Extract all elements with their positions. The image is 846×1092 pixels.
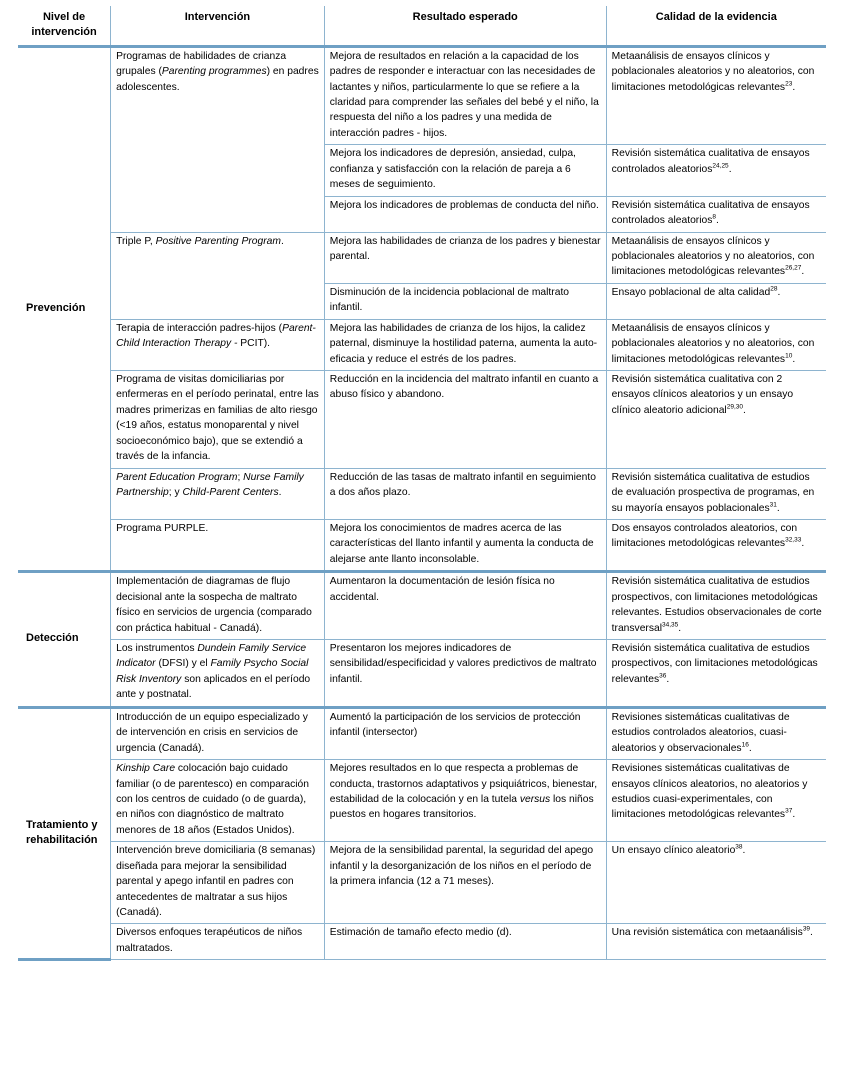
cell-text: Mejora de resultados en relación a la capacidad de los padres de responder e interactuar con las necesidades de lactantes y niños, particularmente lo que se refiere a la claridad para comprender las señales del bebé y el niño, la respuesta del niño a los padres y una medida de interacción padres - hijos. [329,50,599,139]
result-cell [324,924,606,960]
intervention-cell [111,468,325,519]
cell-text: Introducción de un equipo especializado y de intervención en crisis en servicios de urgencia (Canadá). [116,711,308,754]
evidence-end: . [792,809,796,821]
header-result: Resultado esperado [324,6,606,46]
evidence-text: Un ensayo clínico aleatorio [611,845,736,857]
evidence-text: Una revisión sistemática con metaanálisis [611,927,803,939]
evidence-cell [606,145,826,196]
cell-text: colocación bajo cuidado familiar (o de parentesco) en comparación con los centros de cuidado (o de guarda), en niños con diagnóstico de maltrato menores de 18 años (Estados Unidos). [116,763,309,836]
evidence-end: . [742,845,746,857]
table-row [18,760,826,842]
header-level: Nivel de intervención [18,6,111,46]
intervention-cell [111,572,325,640]
cell-text: ; [237,471,244,483]
italic-text: Parenting programmes [161,66,267,78]
result-cell [324,145,606,196]
header-intervention: Intervención [111,6,325,46]
table-body [18,46,826,960]
result-cell [324,283,606,319]
cell-text: Los instrumentos [116,643,198,654]
cell-text: Mejores resultados en lo que respecta a problemas de conducta, trastornos adaptativos y psiquiátricos, bienestar, estabilidad de la colocación y en la tutela [329,763,598,805]
cell-text: Mejora los indicadores de depresión, ansiedad, culpa, confianza y satisfacción con la relación de pareja a 6 meses de seguimiento. [329,148,576,191]
result-cell [324,319,606,370]
evidence-text: Revisiones sistemáticas cualitativas de ensayos clínicos aleatorios, no aleatorios y estudios cuasi-experimentales, con limitaciones metodológicas relevantes [611,763,808,821]
cell-text: Programa de visitas domiciliarias por enfermeras en el período perinatal, entre las madres primerizas en familias de alto riesgo (<19 años, estatus monoparental y nivel socioeconómico bajo), que se extendió a través de la infancia. [116,374,319,463]
evidence-text: Metaanálisis de ensayos clínicos y poblacionales aleatorios y no aleatorios, con limitaciones metodológicas relevantes [611,50,815,93]
evidence-end: . [792,81,796,93]
evidence-cell [606,760,826,842]
cell-text: Estimación de tamaño efecto medio (d). [329,927,512,939]
evidence-end: . [777,286,781,298]
intervention-cell [111,760,325,842]
table-row [18,232,826,283]
result-cell [324,196,606,232]
intervention-cell [111,371,325,469]
evidence-end: . [743,404,746,416]
table-row [18,371,826,469]
citation-superscript: 29,30 [726,403,743,411]
cell-text: Intervención breve domiciliaria (8 semanas) diseñada para mejorar la sensibilidad parental y apego infantil en padres con antecedentes de maltratar a sus hijos (Canadá). [116,845,316,918]
evidence-end: . [792,353,796,365]
cell-text: ; y [168,487,183,499]
intervention-cell [111,707,325,759]
evidence-cell [606,707,826,759]
header-evidence: Calidad de la evidencia [606,6,826,46]
cell-text: . [278,487,282,499]
citation-superscript: 38 [735,843,743,851]
citation-superscript: 36 [659,672,667,680]
header-row [18,6,826,46]
evidence-end: . [776,502,780,514]
citation-superscript: 32,33 [785,536,802,544]
evidence-cell [606,232,826,283]
table-row [18,707,826,759]
result-cell [324,46,606,145]
evidence-cell [606,572,826,640]
italic-text: Parent Education Program [116,471,238,483]
result-cell [324,707,606,759]
intervention-cell [111,640,325,708]
citation-superscript: 37 [785,807,793,815]
evidence-text: Revisión sistemática cualitativa de ensayos controlados aleatorios [611,199,810,227]
cell-text: los niños puestos en hogares transitorios. [329,793,594,821]
cell-text: Aumentaron la documentación de lesión física no accidental. [329,576,555,603]
cell-text: Programas de habilidades de crianza grupales ( [116,50,287,78]
evidence-cell [606,319,826,370]
citation-superscript: 39 [802,926,811,934]
cell-text: Reducción en la incidencia del maltrato infantil en cuanto a abuso físico y abandono. [329,374,599,401]
cell-text: ) en padres adolescentes. [116,66,319,93]
evidence-end: . [666,673,670,685]
evidence-cell [606,196,826,232]
cell-text: Disminución de la incidencia poblacional de maltrato infantil. [329,286,570,314]
cell-text: Mejora las habilidades de crianza de los padres y bienestar parental. [329,235,601,262]
cell-text: . [280,235,284,247]
evidence-end: . [801,266,805,278]
intervention-cell [111,319,325,370]
evidence-end: . [678,622,682,634]
table-row [18,319,826,370]
table-row [18,519,826,571]
level-cell-treatment: Tratamiento y rehabilitación [18,707,111,960]
result-cell [324,842,606,924]
level-cell-detection: Detección [18,572,111,708]
italic-text: Child-Parent Centers [182,487,279,499]
italic-text: Family Psycho Social Risk Inventory [116,658,309,685]
italic-text: Positive Parenting Program [155,235,281,247]
evidence-cell [606,842,826,924]
citation-superscript: 31 [769,501,777,509]
citation-superscript: 34,35 [662,621,679,629]
result-cell [324,640,606,708]
evidence-end: . [716,215,719,227]
table-row [18,640,826,708]
result-cell [324,572,606,640]
evidence-end: . [748,742,752,754]
evidence-cell [606,283,826,319]
evidence-text: Revisión sistemática cualitativa de estudios prospectivos, con limitaciones metodológicas relevantes [611,643,818,685]
cell-text: Triple P, [116,235,156,247]
evidence-text: Dos ensayos controlados aleatorios, con limitaciones metodológicas relevantes [611,522,798,550]
cell-text: Mejora de la sensibilidad parental, la seguridad del apego infantil y la desorganización de los niños en el período de la primera infancia (12 a 71 meses). [329,845,594,888]
evidence-text: Revisión sistemática cualitativa de estudios de evaluación prospectiva de programas, en su mayoría ensayos poblacionales [611,471,815,514]
citation-superscript: 23 [785,80,793,88]
evidence-end: . [728,163,732,175]
evidence-table [18,6,826,961]
cell-text: PCIT). [237,338,271,350]
level-cell-prevention: Prevención [18,46,111,572]
citation-superscript: 24,25 [712,162,729,170]
result-cell [324,371,606,469]
citation-superscript: 28 [770,285,778,293]
result-cell [324,468,606,519]
italic-text: Nurse Family Partnership [116,471,304,499]
evidence-cell [606,371,826,469]
table-row [18,468,826,519]
cell-text: Implementación de diagramas de flujo decisional ante la sospecha de maltrato físico en servicios de urgencia (comparado con práctica habitual - Canadá). [116,576,312,634]
evidence-cell [606,46,826,145]
citation-superscript: 16 [741,741,749,749]
evidence-text: Metaanálisis de ensayos clínicos y poblacionales aleatorios y no aleatorios, con limitaciones metodológicas relevantes [611,322,815,365]
intervention-cell [111,519,325,571]
italic-text: Parent-Child Interaction Therapy - [116,322,316,350]
citation-superscript: 26,27 [785,264,802,272]
intervention-cell [111,924,325,960]
cell-text: Mejora los conocimientos de madres acerca de las características del llanto infantil y aumenta la conducta de alejarse ante llanto inconsolable. [329,522,594,565]
cell-text: Terapia de interacción padres-hijos ( [116,322,283,334]
citation-superscript: 10 [785,352,793,360]
result-cell [324,232,606,283]
cell-text: Programa PURPLE. [116,522,209,534]
cell-text: Diversos enfoques terapéuticos de niños maltratados. [116,927,303,954]
intervention-cell [111,46,325,232]
evidence-text: Ensayo poblacional de alta calidad [611,286,771,298]
evidence-text: Revisión sistemática cualitativa de estudios prospectivos, con limitaciones metodológicas relevantes. Estudios observacionales de corte transversal [611,576,822,634]
cell-text: son aplicados en el período ante y postnatal. [116,673,311,701]
italic-text: Kinship Care [116,763,176,775]
evidence-text: Revisión sistemática cualitativa con 2 ensayos clínicos aleatorios y un ensayo clínico aleatorio adicional [611,374,794,416]
intervention-cell [111,842,325,924]
evidence-end: . [801,538,805,550]
intervention-cell [111,232,325,319]
evidence-cell [606,640,826,708]
evidence-cell [606,468,826,519]
result-cell [324,519,606,571]
cell-text: (DFSI) y el [155,658,211,670]
evidence-cell [606,519,826,571]
evidence-text: Metaanálisis de ensayos clínicos y poblacionales aleatorios y no aleatorios, con limitaciones metodológicas relevantes [611,235,815,278]
table-row [18,572,826,640]
italic-text: Dundein Family Service Indicator [116,643,307,670]
citation-superscript: 8 [712,213,717,221]
cell-text: Aumentó la participación de los servicios de protección infantil (intersector) [329,711,581,739]
cell-text: Presentaron los mejores indicadores de sensibilidad/especificidad y valores predictivos de maltrato infantil. [329,643,597,685]
cell-text: Mejora los indicadores de problemas de conducta del niño. [329,199,599,211]
evidence-cell [606,924,826,960]
result-cell [324,760,606,842]
evidence-text: Revisiones sistemáticas cualitativas de estudios controlados aleatorios, cuasi-aleatorios y observacionales [611,711,790,754]
table-row [18,924,826,960]
cell-text: Reducción de las tasas de maltrato infantil en seguimiento a dos años plazo. [329,471,596,499]
evidence-end: . [810,927,813,939]
italic-text: versus [519,793,551,805]
table-row [18,842,826,924]
table-row [18,46,826,145]
evidence-text: Revisión sistemática cualitativa de ensayos controlados aleatorios [611,148,810,175]
cell-text: Mejora las habilidades de crianza de los hijos, la calidez paternal, disminuye la hostilidad paterna, aumenta la auto-eficacia y reduce el estrés de los padres. [329,322,598,365]
